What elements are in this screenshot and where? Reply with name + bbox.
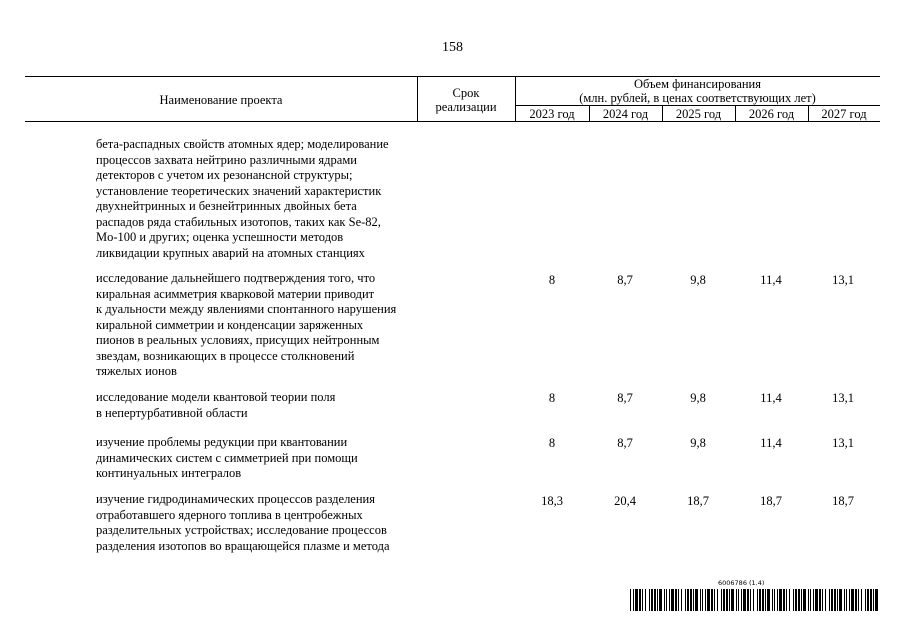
funding-header-line2: (млн. рублей, в ценах соответствующих лет): [579, 91, 816, 105]
project-name-header: Наименование проекта: [159, 93, 283, 107]
funding-value: 18,7: [687, 494, 709, 508]
page-number: 158: [442, 40, 463, 55]
funding-value: 13,1: [832, 436, 854, 450]
year-header: 2027 год: [821, 107, 867, 121]
funding-header-line1: Объем финансирования: [634, 77, 761, 91]
funding-value: 8: [548, 391, 556, 405]
year-header: 2024 год: [602, 107, 649, 121]
year-header: 2023 год: [529, 107, 575, 121]
barcode-label: 6006786 (1.4): [718, 579, 765, 587]
years-top-rule: [515, 105, 880, 106]
funding-value: 13,1: [832, 273, 854, 287]
funding-value: 20,4: [614, 494, 636, 508]
project-description: изучение гидродинамических процессов разделения отработавшего ядерного топлива в центробежных разделительных устройствах; исследование процессов разделения изотопов во вращающейся плазме и метода: [96, 492, 390, 553]
funding-value: 8,7: [617, 391, 633, 405]
funding-value: 18,7: [832, 494, 854, 508]
year-header: 2025 год: [675, 107, 722, 121]
funding-value: 18,7: [760, 494, 782, 508]
funding-value: 9,8: [690, 273, 706, 287]
funding-value: 11,4: [760, 436, 782, 450]
funding-value: 11,4: [760, 391, 782, 405]
funding-value: 9,8: [690, 436, 706, 450]
funding-value: 8: [548, 273, 556, 287]
project-description: изучение проблемы редукции при квантовании динамических систем с симметрией при помощи континуальных интегралов: [96, 435, 358, 480]
funding-value: 13,1: [832, 391, 854, 405]
year-header: 2026 год: [748, 107, 795, 121]
funding-value: 8,7: [617, 436, 633, 450]
funding-value: 8,7: [617, 273, 633, 287]
barcode: [630, 589, 880, 611]
project-description: бета-распадных свойств атомных ядер; моделирование процессов захвата нейтрино различными ядрами детекторов с учетом их резонансной структуры; установление теоретических значений характеристик двухнейтринных и безнейтринных двойных бета распадов ряда стабильных изотопов, таких как Se-82, Mo-100 и других; оценка успешности методов ликвидации крупных аварий на атомных станциях: [96, 137, 389, 260]
project-description: исследование модели квантовой теории поля в непертурбативной области: [96, 390, 336, 420]
funding-value: 18,3: [541, 494, 563, 508]
funding-value: 9,8: [690, 391, 706, 405]
funding-value: 8: [548, 436, 556, 450]
term-header: Срок реализации: [435, 86, 497, 114]
project-description: исследование дальнейшего подтверждения того, что киральная асимметрия кварковой материи приводит к дуальности между явлениями спонтанного нарушения киральной симметрии и конденсации заряженных пионов в реальных условиях, присущих нейтронным звездам, возникающих в процессе столкновений тяжелых ионов: [96, 271, 397, 378]
header-bottom-rule: [25, 121, 880, 122]
funding-value: 11,4: [760, 273, 782, 287]
